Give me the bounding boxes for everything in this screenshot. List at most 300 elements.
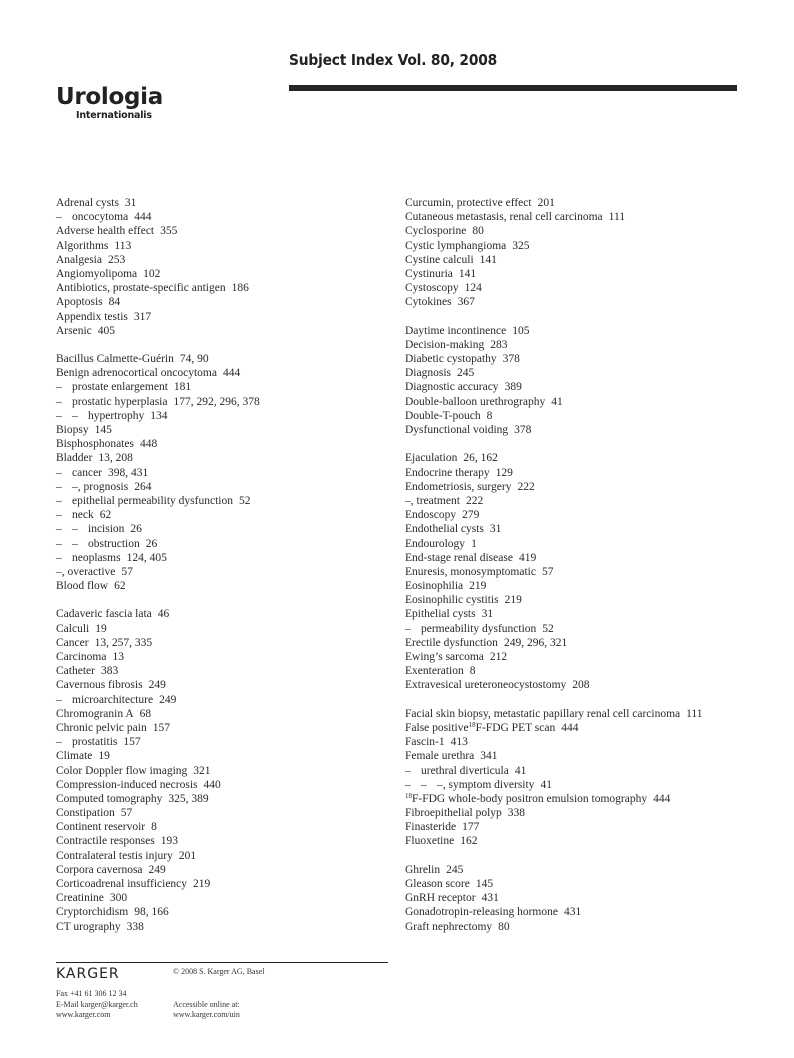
index-entry bbox=[56, 877, 260, 891]
index-entry bbox=[405, 338, 703, 352]
isotope-superscript: 18 bbox=[405, 791, 412, 800]
index-term: Angiomyolipoma bbox=[56, 267, 138, 280]
page-numbers: 219 bbox=[193, 878, 211, 890]
page-numbers: 102 bbox=[143, 267, 161, 280]
section-gap bbox=[56, 338, 260, 352]
page-numbers: 264 bbox=[134, 480, 152, 493]
index-term: Exenteration bbox=[405, 665, 464, 678]
subentry-dash: – bbox=[56, 466, 62, 479]
page-numbers: 222 bbox=[465, 494, 484, 507]
index-term: CT urography bbox=[56, 920, 121, 933]
page-numbers: 300 bbox=[109, 892, 128, 905]
index-entry bbox=[56, 551, 260, 565]
index-term: Computed tomography bbox=[56, 792, 163, 805]
page-numbers: 57 bbox=[541, 565, 554, 578]
index-term: –, treatment bbox=[405, 494, 460, 507]
page-numbers: 440 bbox=[203, 778, 221, 791]
subentry-dash: – bbox=[56, 551, 62, 564]
online-access bbox=[173, 1000, 240, 1021]
index-term: oncocytoma bbox=[72, 211, 129, 224]
index-entry bbox=[56, 310, 260, 324]
publisher-contact bbox=[56, 989, 138, 1021]
subentry-dash: – bbox=[56, 480, 62, 493]
page-numbers: 245 bbox=[446, 863, 464, 876]
page-numbers: 201 bbox=[178, 849, 197, 862]
index-term: Eosinophilic cystitis bbox=[405, 594, 499, 607]
index-entry bbox=[405, 324, 703, 338]
subentry-dash: – bbox=[72, 523, 78, 536]
page-numbers: 8 bbox=[469, 665, 476, 678]
index-term: microarchitecture bbox=[72, 693, 154, 706]
index-entry bbox=[56, 579, 260, 593]
page-numbers: 249, 296, 321 bbox=[503, 636, 568, 649]
index-entry bbox=[405, 423, 703, 437]
index-term: neoplasms bbox=[72, 551, 121, 564]
page-numbers: 145 bbox=[94, 424, 112, 436]
index-term: Endoscopy bbox=[405, 509, 457, 522]
page-numbers: 157 bbox=[152, 721, 170, 734]
index-term-continued: F-FDG PET scan bbox=[475, 721, 556, 734]
index-term: Algorithms bbox=[56, 239, 109, 252]
index-entry bbox=[405, 806, 703, 820]
index-entry bbox=[56, 721, 260, 735]
index-entry bbox=[56, 537, 260, 551]
page-numbers: 338 bbox=[507, 807, 526, 820]
index-entry bbox=[405, 466, 703, 480]
publisher-website[interactable]: www.karger.com bbox=[56, 1010, 111, 1019]
index-entry bbox=[56, 565, 260, 579]
page-numbers: 448 bbox=[139, 438, 158, 451]
page-numbers: 201 bbox=[537, 197, 555, 209]
index-term: Chronic pelvic pain bbox=[56, 721, 147, 734]
subentry-dash: – bbox=[405, 778, 411, 791]
page-numbers: 52 bbox=[238, 494, 251, 507]
subentry-dash: – bbox=[56, 211, 62, 224]
index-term: Creatinine bbox=[56, 892, 104, 905]
page-numbers: 134 bbox=[150, 409, 168, 422]
index-term: Diabetic cystopathy bbox=[405, 353, 497, 366]
index-entry bbox=[56, 522, 260, 536]
index-entry bbox=[405, 380, 703, 394]
index-term: prostatitis bbox=[72, 736, 118, 749]
index-entry bbox=[56, 295, 260, 309]
index-term: urethral diverticula bbox=[421, 764, 509, 777]
page-numbers: 325, 389 bbox=[168, 792, 209, 805]
index-entry bbox=[56, 678, 260, 692]
page-numbers: 177 bbox=[462, 821, 480, 834]
copyright: © 2008 S. Karger AG, Basel bbox=[173, 967, 265, 976]
page-numbers: 222 bbox=[517, 480, 535, 493]
footer-rule bbox=[56, 962, 388, 963]
index-entry bbox=[405, 593, 703, 607]
index-term: prostate enlargement bbox=[72, 381, 168, 394]
title-rule bbox=[289, 85, 737, 91]
index-term: Calculi bbox=[56, 622, 90, 635]
index-term: Continent reservoir bbox=[56, 821, 146, 834]
index-term: Daytime incontinence bbox=[405, 324, 507, 337]
index-term: Double-balloon urethrography bbox=[405, 395, 546, 408]
index-term: Cutaneous metastasis, renal cell carcinoma bbox=[405, 211, 603, 224]
index-term: Cadaveric fascia lata bbox=[56, 608, 152, 621]
section-gap bbox=[405, 693, 703, 707]
subentry-dash: – bbox=[56, 736, 62, 749]
index-term: End-stage renal disease bbox=[405, 551, 513, 564]
journal-logo-name: Urologia bbox=[56, 84, 163, 110]
index-entry bbox=[405, 366, 703, 380]
index-entry bbox=[405, 735, 703, 749]
index-entry bbox=[56, 806, 260, 820]
subentry-dash: – bbox=[72, 537, 78, 550]
index-term: Fibroepithelial polyp bbox=[405, 807, 502, 820]
page-numbers: 52 bbox=[542, 622, 554, 635]
index-entry bbox=[56, 451, 260, 465]
index-entry bbox=[56, 508, 260, 522]
index-term: Eosinophilia bbox=[405, 580, 464, 593]
section-gap bbox=[405, 437, 703, 451]
index-term: Catheter bbox=[56, 665, 95, 678]
journal-logo-subname: Internationalis bbox=[76, 110, 152, 121]
index-term: Cystic lymphangioma bbox=[405, 239, 507, 252]
index-term-continued: F-FDG whole-body positron emulsion tomography bbox=[412, 792, 648, 805]
index-entry bbox=[56, 267, 260, 281]
index-entry bbox=[56, 749, 260, 763]
page-numbers: 113 bbox=[114, 239, 132, 252]
index-term: Female urethra bbox=[405, 750, 475, 763]
index-entry bbox=[405, 196, 703, 210]
index-term: Apoptosis bbox=[56, 296, 103, 309]
index-entry bbox=[405, 721, 703, 735]
page-numbers: 19 bbox=[98, 750, 110, 763]
index-entry bbox=[56, 764, 260, 778]
page-numbers: 181 bbox=[173, 381, 192, 394]
page-numbers: 41 bbox=[551, 395, 563, 408]
index-term: Endothelial cysts bbox=[405, 523, 484, 536]
online-label: Accessible online at: bbox=[173, 999, 240, 1009]
page-numbers: 26 bbox=[145, 537, 158, 550]
index-term: Adverse health effect bbox=[56, 225, 155, 238]
index-entry bbox=[56, 905, 260, 919]
page-numbers: 245 bbox=[457, 367, 475, 380]
index-term: –, overactive bbox=[56, 565, 116, 578]
subentry-dash: – bbox=[56, 537, 62, 550]
page-numbers: 157 bbox=[123, 736, 141, 749]
page-numbers: 141 bbox=[479, 253, 497, 266]
index-entry bbox=[56, 253, 260, 267]
index-term: Contractile responses bbox=[56, 835, 155, 848]
page-numbers: 62 bbox=[114, 580, 126, 593]
page-numbers: 419 bbox=[518, 551, 537, 564]
page-numbers: 338 bbox=[126, 920, 144, 933]
page-numbers: 111 bbox=[608, 211, 626, 224]
index-term: Diagnostic accuracy bbox=[405, 381, 499, 394]
page-numbers: 279 bbox=[462, 509, 480, 522]
page-numbers: 431 bbox=[563, 906, 582, 919]
page-numbers: 141 bbox=[458, 267, 477, 280]
index-entry bbox=[56, 466, 260, 480]
page-numbers: 26 bbox=[130, 523, 142, 536]
page-numbers: 444 bbox=[653, 792, 671, 805]
index-term: Curcumin, protective effect bbox=[405, 197, 532, 209]
index-term: –, prognosis bbox=[72, 480, 129, 493]
page-numbers: 31 bbox=[481, 608, 494, 621]
index-entry bbox=[405, 281, 703, 295]
index-entry bbox=[56, 693, 260, 707]
index-entry bbox=[405, 480, 703, 494]
index-term: Cytokines bbox=[405, 296, 452, 309]
index-term: Extravesical ureteroneocystostomy bbox=[405, 679, 567, 692]
index-entry bbox=[56, 437, 260, 451]
index-entry bbox=[405, 920, 703, 934]
page-numbers: 398, 431 bbox=[108, 466, 149, 479]
index-entry bbox=[56, 196, 260, 210]
index-term: Endometriosis, surgery bbox=[405, 480, 512, 493]
index-term: Cystinuria bbox=[405, 267, 453, 280]
page-numbers: 8 bbox=[486, 409, 493, 422]
subentry-dash: – bbox=[405, 764, 411, 777]
index-entry bbox=[56, 622, 260, 636]
index-entry bbox=[405, 551, 703, 565]
index-term: obstruction bbox=[88, 537, 140, 550]
index-entry bbox=[405, 622, 703, 636]
index-term: cancer bbox=[72, 466, 102, 479]
index-entry bbox=[405, 579, 703, 593]
index-entry bbox=[405, 834, 703, 848]
subentry-dash: – bbox=[56, 395, 62, 408]
index-term: Cystoscopy bbox=[405, 282, 459, 295]
index-term: Gonadotropin-releasing hormone bbox=[405, 906, 558, 919]
index-term: Corpora cavernosa bbox=[56, 863, 143, 876]
page-numbers: 325 bbox=[512, 239, 530, 252]
index-entry bbox=[56, 664, 260, 678]
index-term: Blood flow bbox=[56, 580, 109, 593]
index-entry bbox=[405, 607, 703, 621]
index-entry bbox=[56, 778, 260, 792]
index-entry bbox=[56, 820, 260, 834]
index-entry bbox=[56, 607, 260, 621]
index-term: Decision-making bbox=[405, 338, 485, 351]
page-numbers: 129 bbox=[495, 466, 513, 479]
index-term: Chromogranin A bbox=[56, 707, 134, 720]
page-numbers: 80 bbox=[472, 225, 484, 238]
page-numbers: 80 bbox=[498, 920, 510, 933]
index-term: Double-T-pouch bbox=[405, 409, 481, 422]
index-term: Gleason score bbox=[405, 878, 470, 890]
index-entry bbox=[56, 480, 260, 494]
index-entry bbox=[405, 224, 703, 238]
page-numbers: 62 bbox=[99, 509, 112, 522]
index-term: Corticoadrenal insufficiency bbox=[56, 878, 188, 890]
index-term: Ghrelin bbox=[405, 863, 441, 876]
index-term: Appendix testis bbox=[56, 310, 128, 323]
page-numbers: 105 bbox=[512, 324, 530, 337]
page-numbers: 444 bbox=[134, 211, 152, 224]
index-term: permeability dysfunction bbox=[421, 622, 537, 635]
index-term: Climate bbox=[56, 750, 93, 763]
index-term: Ejaculation bbox=[405, 452, 458, 465]
index-term: Ewing’s sarcoma bbox=[405, 651, 484, 663]
page-numbers: 317 bbox=[133, 310, 152, 323]
online-url[interactable]: www.karger.com/uin bbox=[173, 1010, 240, 1019]
index-entry bbox=[405, 792, 703, 806]
page-numbers: 186 bbox=[231, 282, 249, 295]
index-term: Fascin-1 bbox=[405, 736, 445, 749]
page-numbers: 321 bbox=[193, 764, 211, 777]
index-entry bbox=[56, 380, 260, 394]
index-term: Carcinoma bbox=[56, 651, 107, 663]
page-numbers: 444 bbox=[561, 721, 579, 734]
subentry-dash: – bbox=[56, 494, 62, 507]
index-entry bbox=[405, 707, 703, 721]
page-numbers: 208 bbox=[572, 679, 590, 692]
index-entry bbox=[405, 239, 703, 253]
index-term: Cystine calculi bbox=[405, 253, 474, 266]
subentry-dash: – bbox=[56, 693, 62, 706]
index-term: Constipation bbox=[56, 807, 115, 820]
page-numbers: 31 bbox=[124, 197, 137, 209]
page-numbers: 31 bbox=[489, 523, 502, 536]
page-numbers: 41 bbox=[540, 778, 552, 791]
subentry-dash: – bbox=[405, 622, 411, 635]
page-numbers: 68 bbox=[139, 707, 152, 720]
page-numbers: 57 bbox=[121, 565, 133, 578]
publisher-email[interactable]: E-Mail karger@karger.ch bbox=[56, 999, 138, 1009]
page-numbers: 13 bbox=[112, 651, 124, 663]
page-numbers: 355 bbox=[160, 225, 178, 238]
page-numbers: 219 bbox=[469, 580, 487, 593]
index-term: prostatic hyperplasia bbox=[72, 395, 168, 408]
index-entry bbox=[405, 565, 703, 579]
section-gap bbox=[56, 593, 260, 607]
page-numbers: 378 bbox=[514, 424, 532, 436]
index-entry bbox=[405, 267, 703, 281]
index-entry bbox=[56, 352, 260, 366]
index-entry bbox=[56, 366, 260, 380]
index-entry bbox=[56, 281, 260, 295]
index-term: Antibiotics, prostate-specific antigen bbox=[56, 282, 226, 295]
index-term: Benign adrenocortical oncocytoma bbox=[56, 367, 217, 380]
page-numbers: 124 bbox=[464, 282, 482, 295]
page-numbers: 111 bbox=[686, 707, 703, 720]
index-term: Facial skin biopsy, metastatic papillary renal cell carcinoma bbox=[405, 707, 681, 720]
index-term: Graft nephrectomy bbox=[405, 920, 493, 933]
index-term: Cancer bbox=[56, 636, 89, 649]
page-numbers: 26, 162 bbox=[463, 452, 498, 465]
index-entry bbox=[56, 735, 260, 749]
index-term: neck bbox=[72, 509, 94, 522]
page-numbers: 57 bbox=[120, 807, 133, 820]
page-numbers: 249 bbox=[148, 863, 166, 876]
index-entry bbox=[405, 877, 703, 891]
page-numbers: 249 bbox=[159, 693, 177, 706]
index-entry bbox=[405, 863, 703, 877]
index-term: Biopsy bbox=[56, 424, 89, 436]
index-term: Bacillus Calmette-Guérin bbox=[56, 353, 174, 366]
subentry-dash: – bbox=[56, 409, 62, 422]
index-term: Endocrine therapy bbox=[405, 466, 490, 479]
index-entry bbox=[405, 678, 703, 692]
index-entry bbox=[56, 494, 260, 508]
index-entry bbox=[405, 764, 703, 778]
page-numbers: 177, 292, 296, 378 bbox=[173, 395, 260, 408]
index-term: epithelial permeability dysfunction bbox=[72, 494, 233, 507]
index-entry bbox=[405, 395, 703, 409]
index-entry bbox=[56, 324, 260, 338]
publisher-logo: KARGER bbox=[56, 966, 120, 982]
index-entry bbox=[56, 636, 260, 650]
index-entry bbox=[405, 891, 703, 905]
page-numbers: 212 bbox=[489, 651, 508, 663]
page-numbers: 1 bbox=[471, 537, 477, 550]
index-entry bbox=[56, 707, 260, 721]
page-numbers: 389 bbox=[504, 381, 522, 394]
index-entry bbox=[405, 451, 703, 465]
index-entry bbox=[56, 210, 260, 224]
page-numbers: 41 bbox=[514, 764, 527, 777]
page-numbers: 74, 90 bbox=[179, 353, 209, 366]
isotope-superscript: 18 bbox=[468, 720, 476, 729]
index-entry bbox=[405, 295, 703, 309]
page-numbers: 444 bbox=[222, 367, 241, 380]
page-numbers: 431 bbox=[481, 892, 499, 905]
page-numbers: 13, 208 bbox=[98, 452, 133, 465]
index-term: incision bbox=[88, 523, 125, 536]
index-entry bbox=[56, 792, 260, 806]
index-entry bbox=[56, 891, 260, 905]
index-term: Erectile dysfunction bbox=[405, 636, 498, 649]
page-numbers: 253 bbox=[107, 253, 126, 266]
index-term: Cavernous fibrosis bbox=[56, 679, 143, 692]
index-entry bbox=[405, 636, 703, 650]
page-numbers: 413 bbox=[450, 736, 468, 749]
index-entry bbox=[405, 778, 703, 792]
index-entry bbox=[405, 820, 703, 834]
index-entry bbox=[405, 253, 703, 267]
index-term: Adrenal cysts bbox=[56, 197, 119, 209]
index-entry bbox=[405, 905, 703, 919]
index-term: Endourology bbox=[405, 537, 466, 550]
index-entry bbox=[405, 508, 703, 522]
index-term: Bisphosphonates bbox=[56, 438, 134, 451]
index-term: Bladder bbox=[56, 452, 93, 465]
subentry-dash: – bbox=[72, 409, 78, 422]
index-term: Analgesia bbox=[56, 253, 102, 266]
index-entry bbox=[405, 352, 703, 366]
page-numbers: 8 bbox=[151, 821, 157, 834]
index-entry bbox=[405, 537, 703, 551]
index-entry bbox=[405, 749, 703, 763]
index-entry bbox=[405, 664, 703, 678]
index-term: Enuresis, monosymptomatic bbox=[405, 565, 536, 578]
page-numbers: 219 bbox=[504, 594, 522, 607]
index-entry bbox=[405, 409, 703, 423]
index-entry bbox=[405, 494, 703, 508]
index-entry bbox=[405, 650, 703, 664]
subentry-dash: – bbox=[56, 523, 62, 536]
index-term: Color Doppler flow imaging bbox=[56, 764, 188, 777]
page-numbers: 383 bbox=[100, 665, 119, 678]
index-term: Dysfunctional voiding bbox=[405, 424, 509, 436]
section-gap bbox=[405, 310, 703, 324]
index-term: Contralateral testis injury bbox=[56, 849, 173, 862]
page-numbers: 341 bbox=[480, 750, 498, 763]
page-numbers: 84 bbox=[108, 296, 121, 309]
index-entry bbox=[56, 224, 260, 238]
index-entry bbox=[56, 920, 260, 934]
publisher-fax: Fax +41 61 306 12 34 bbox=[56, 989, 127, 998]
index-entry bbox=[56, 395, 260, 409]
subentry-dash: – bbox=[421, 778, 427, 791]
index-entry bbox=[56, 849, 260, 863]
